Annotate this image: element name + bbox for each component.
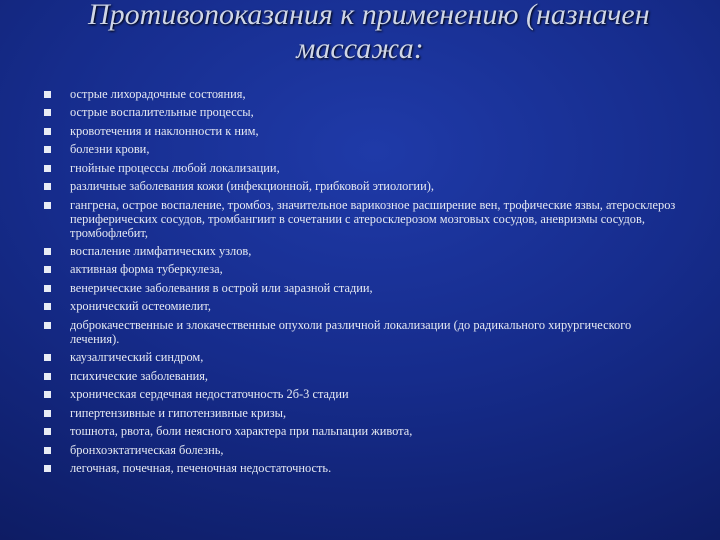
list-item-text: различные заболевания кожи (инфекционной, грибковой этиологии), <box>70 179 434 194</box>
square-bullet-icon <box>44 183 51 190</box>
list-item-text: гнойные процессы любой локализации, <box>70 160 280 175</box>
list-item <box>40 199 680 240</box>
list-item-text: бронхоэктатическая болезнь, <box>70 442 224 457</box>
title-line-1: Противопоказания к применению (назначен <box>88 0 650 31</box>
list-item-text: легочная, почечная, печеночная недостаточность. <box>70 461 332 476</box>
list-item-text: кровотечения и наклонности к ним, <box>70 123 259 138</box>
slide-title <box>0 0 720 76</box>
list-item <box>40 125 680 139</box>
square-bullet-icon <box>44 373 51 380</box>
list-item-text: хронический остеомиелит, <box>70 299 212 314</box>
list-item <box>40 282 680 296</box>
list-item <box>40 462 680 476</box>
list-item-text: гипертензивные и гипотензивные кризы, <box>70 405 287 420</box>
list-item-text: венерические заболевания в острой или заразной стадии, <box>70 280 373 295</box>
square-bullet-icon <box>44 465 51 472</box>
square-bullet-icon <box>44 146 51 153</box>
list-item-text: гангрена, острое воспаление, тромбоз, значительное варикозное расширение вен, трофические язвы, атеросклероз периферических сосудов, тромбангиит в сочетании с атеросклерозом мозговых сосудов, аневризмы сосудов, тромбофлебит, <box>70 197 676 240</box>
list-item <box>40 319 680 347</box>
list-item-text: болезни крови, <box>70 142 150 157</box>
list-item <box>40 106 680 120</box>
square-bullet-icon <box>44 109 51 116</box>
list-item <box>40 351 680 365</box>
square-bullet-icon <box>44 447 51 454</box>
square-bullet-icon <box>44 303 51 310</box>
square-bullet-icon <box>44 391 51 398</box>
list-item-text: острые лихорадочные состояния, <box>70 87 246 101</box>
list-item <box>40 263 680 277</box>
square-bullet-icon <box>44 91 51 98</box>
list-item <box>40 245 680 259</box>
list-item <box>40 370 680 384</box>
list-item <box>40 88 680 102</box>
square-bullet-icon <box>44 354 51 361</box>
square-bullet-icon <box>44 322 51 329</box>
list-item-text: острые воспалительные процессы, <box>70 105 254 120</box>
square-bullet-icon <box>44 202 51 209</box>
list-item-text: психические заболевания, <box>70 368 209 383</box>
list-item-text: доброкачественные и злокачественные опухоли различной локализации (до радикального хирургического лечения). <box>70 317 632 346</box>
list-item <box>40 407 680 421</box>
square-bullet-icon <box>44 128 51 135</box>
square-bullet-icon <box>44 285 51 292</box>
square-bullet-icon <box>44 410 51 417</box>
list-item-text: тошнота, рвота, боли неясного характера при пальпации живота, <box>70 424 413 439</box>
list-item <box>40 180 680 194</box>
square-bullet-icon <box>44 165 51 172</box>
list-item-text: хроническая сердечная недостаточность 2б-3 стадии <box>70 387 349 402</box>
contraindications-list <box>40 88 680 481</box>
square-bullet-icon <box>44 266 51 273</box>
list-item <box>40 162 680 176</box>
list-item <box>40 444 680 458</box>
list-item-text: каузалгический синдром, <box>70 350 204 365</box>
square-bullet-icon <box>44 248 51 255</box>
list-item <box>40 143 680 157</box>
list-item <box>40 300 680 314</box>
list-item <box>40 425 680 439</box>
list-item-text: активная форма туберкулеза, <box>70 262 223 277</box>
square-bullet-icon <box>44 428 51 435</box>
list-item-text: воспаление лимфатических узлов, <box>70 243 252 258</box>
title-line-2: массажа: <box>296 32 424 65</box>
list-item <box>40 388 680 402</box>
